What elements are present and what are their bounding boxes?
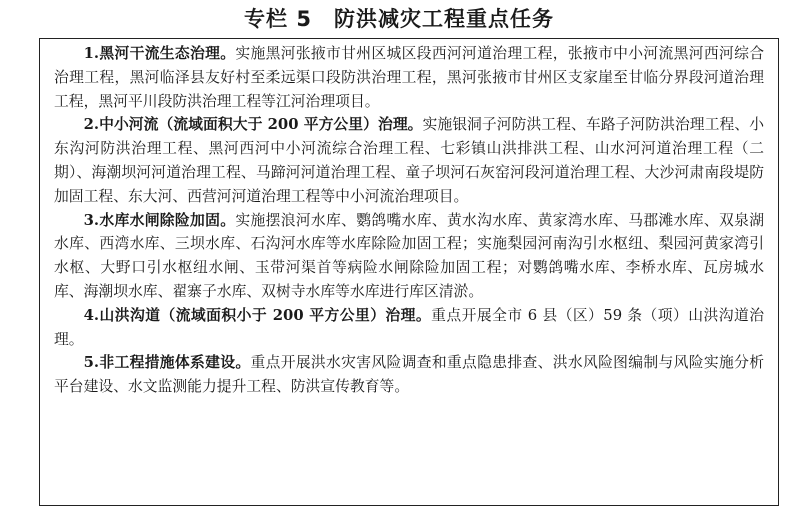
task-item-2 bbox=[54, 113, 764, 208]
task-list-box bbox=[39, 38, 779, 506]
task-item-1-heading: 1.黑河干流生态治理。 bbox=[83, 45, 236, 62]
task-item-1 bbox=[54, 42, 764, 113]
task-item-2-heading: 2.中小河流（流域面积大于 200 平方公里）治理。 bbox=[83, 116, 423, 134]
task-item-3 bbox=[54, 209, 764, 304]
task-item-2-text: 实施银洞子河防洪工程、车路子河防洪治理工程、小东沟河防洪治理工程、黑河西河中小河流综合治理工程、七彩镇山洪排洪工程、山水河河道治理工程（二期）、海潮坝河河道治理工程、马蹄河河道治理工程、童子坝河石灰窑河段河道治理工程、大沙河肃南段堤防加固工程、东大河、西营河河道治理工程等中小河流治理项目。 bbox=[54, 116, 764, 205]
task-item-1-text: 实施黑河张掖市甘州区城区段西河河道治理工程，张掖市中小河流黑河西河综合治理工程，黑河临泽县友好村至柔远渠口段防洪治理工程，黑河张掖市甘州区支家崖至甘临分界段河道治理工程，黑河平川段防洪治理工程等江河治理项目。 bbox=[54, 45, 764, 110]
task-item-3-text: 实施摆浪河水库、鹦鸽嘴水库、黄水沟水库、黄家湾水库、马郡滩水库、双泉湖水库、西湾水库、三坝水库、石沟河水库等水库除险加固工程；实施梨园河南沟引水枢纽、梨园河黄家湾引水枢、大野口引水枢纽水闸、玉带河渠首等病险水闸除险加固工程；对鹦鸽嘴水库、李桥水库、瓦房城水库、海潮坝水库、翟寨子水库、双树寺水库等水库进行库区清淤。 bbox=[54, 211, 764, 300]
task-item-3-heading: 3.水库水闸除险加固。 bbox=[83, 211, 236, 229]
task-item-4-heading: 4.山洪沟道（流域面积小于 200 平方公里）治理。 bbox=[83, 306, 432, 324]
task-item-5-heading: 5.非工程措施体系建设。 bbox=[83, 354, 251, 372]
page-title: 专栏 5 防洪减灾工程重点任务 bbox=[244, 7, 554, 31]
task-item-4 bbox=[54, 304, 764, 352]
task-item-4-text: 重点开展全市 6 县（区）59 条（项）山洪沟道治理。 bbox=[54, 306, 765, 348]
task-item-5 bbox=[54, 351, 764, 399]
task-item-5-text: 重点开展洪水灾害风险调查和重点隐患排查、洪水风险图编制与风险实施分析平台建设、水文监测能力提升工程、防洪宣传教育等。 bbox=[54, 354, 764, 396]
